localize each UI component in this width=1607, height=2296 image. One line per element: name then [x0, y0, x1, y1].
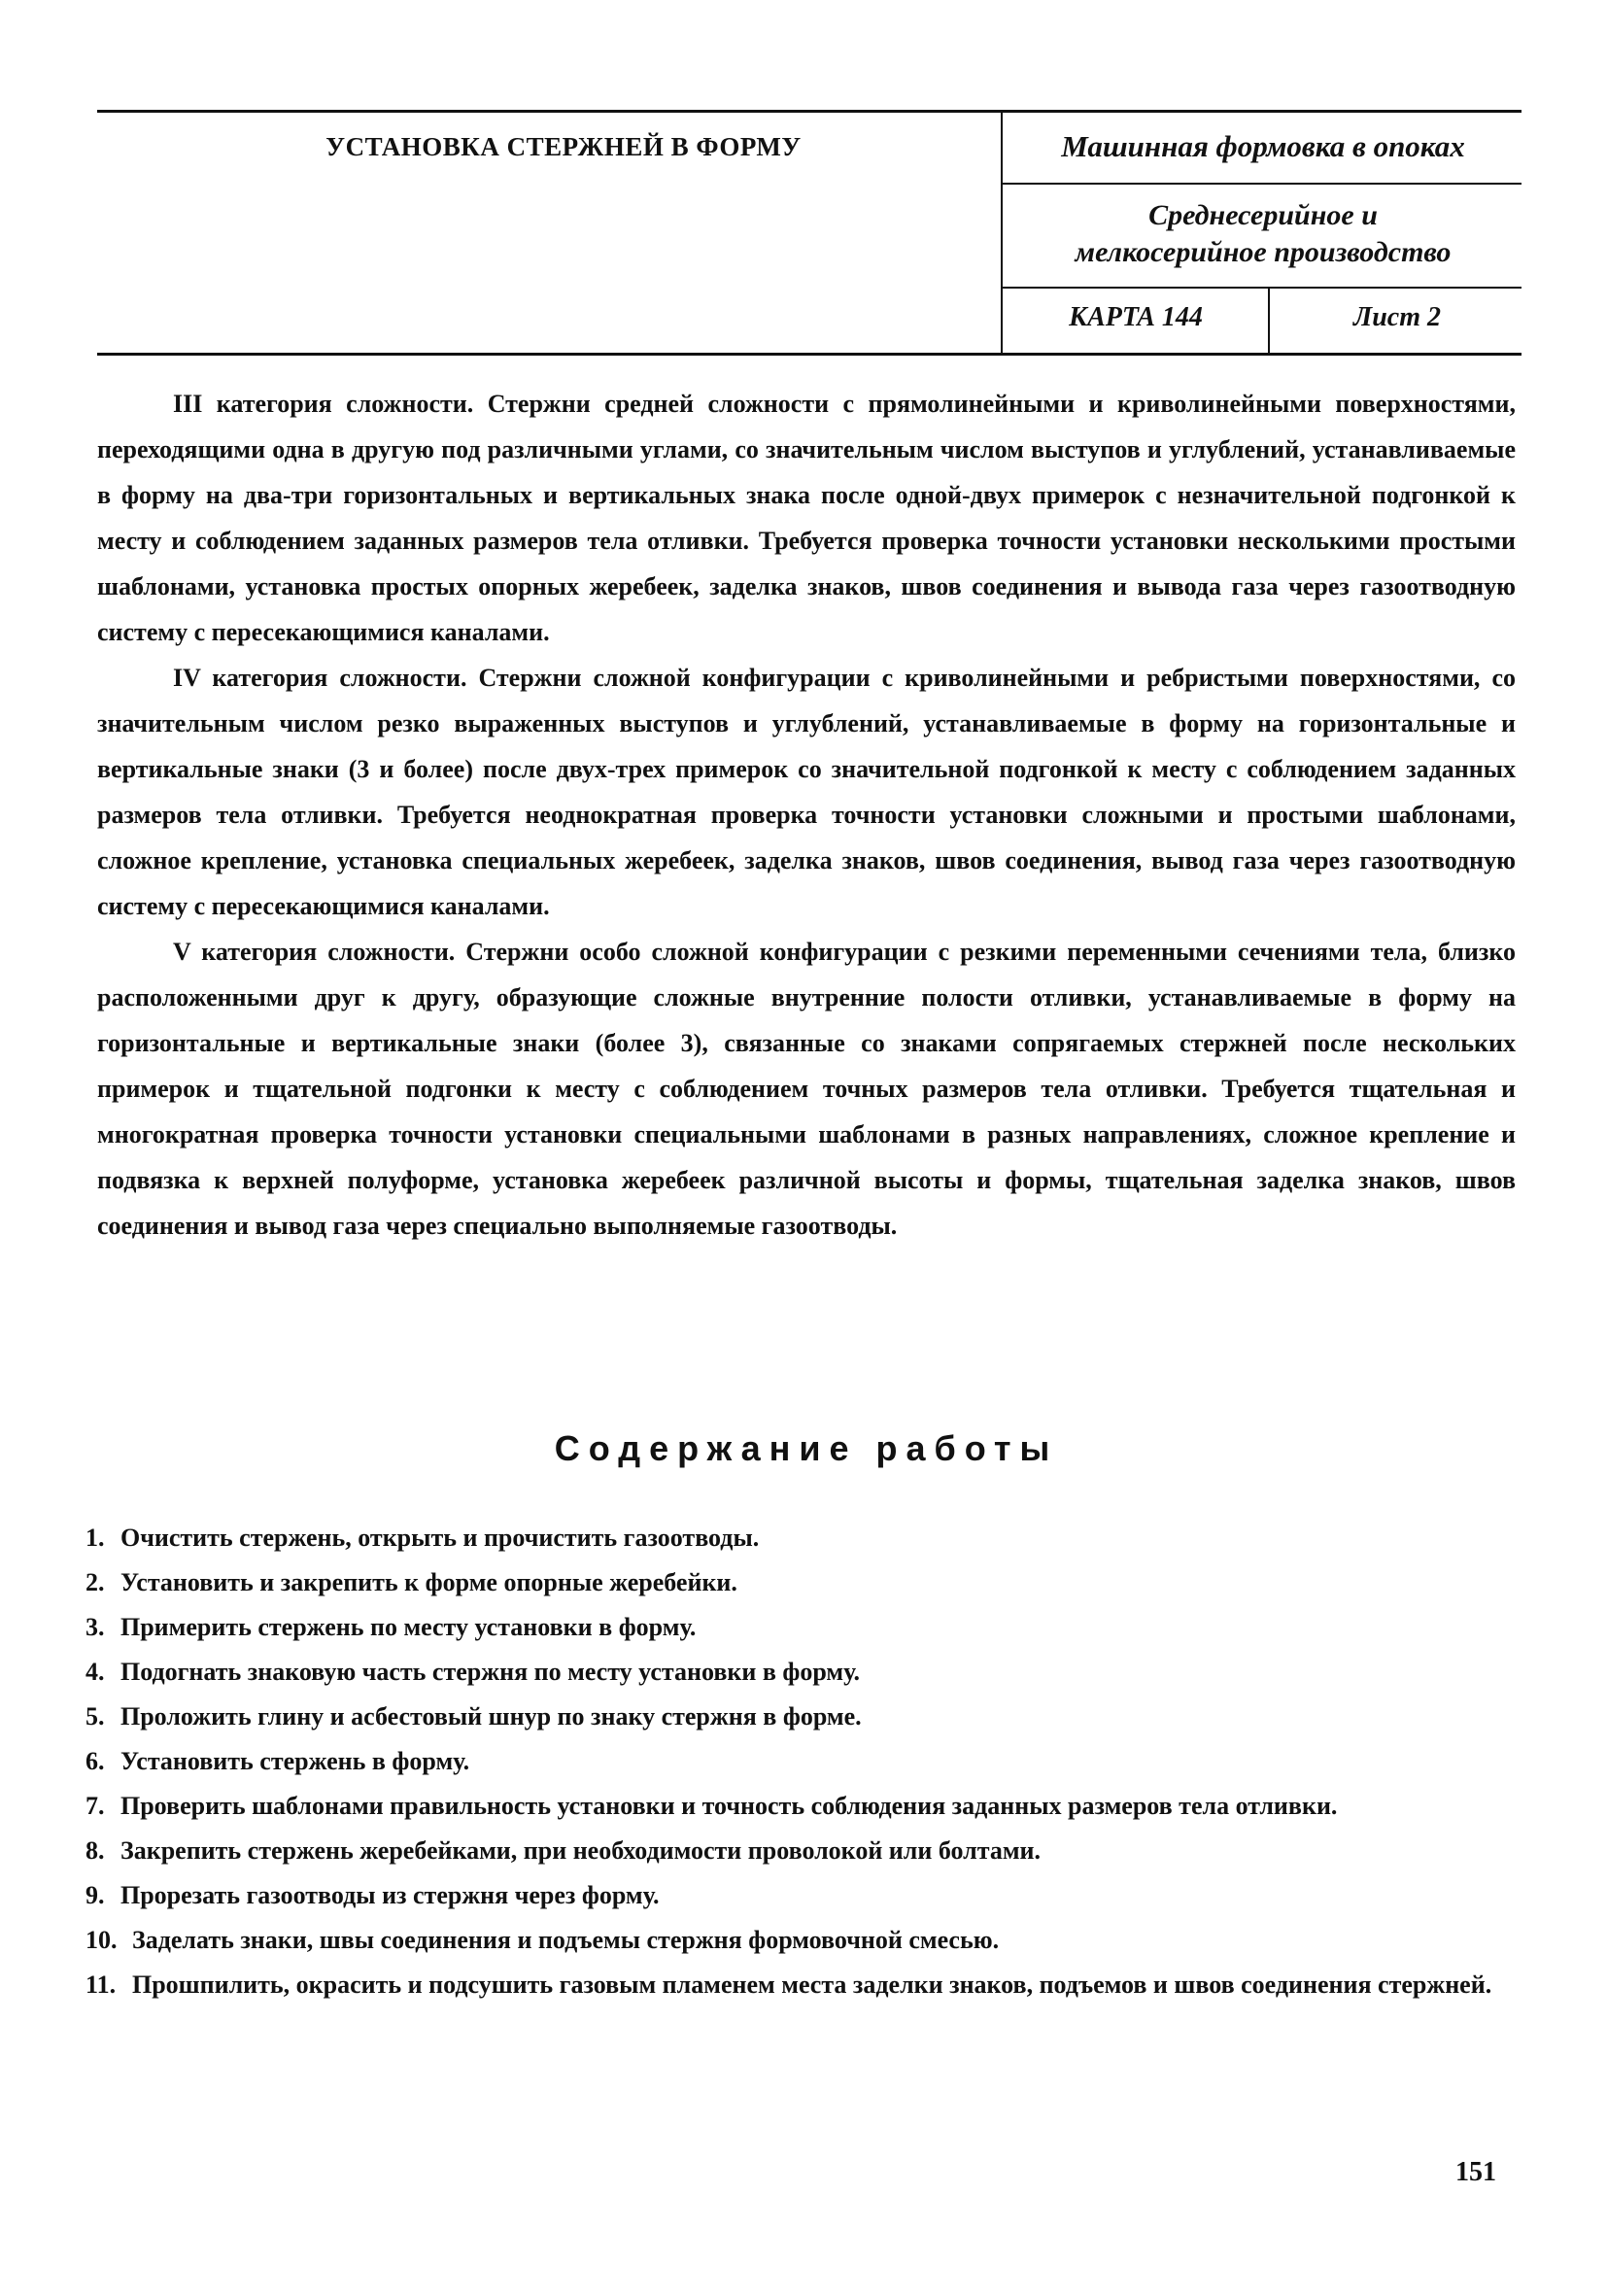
categories-text — [97, 381, 1516, 1249]
header-production-line-1: Среднесерийное и — [1148, 199, 1378, 231]
list-item — [85, 1829, 1514, 1873]
list-item-number: 2. — [85, 1568, 105, 1596]
category-5-paragraph: V категория сложности. Стержни особо сложной конфигурации с резкими переменными сечениями тела, близко расположенными друг к другу, образующие сложные внутренние полости отливки, устанавливаемые в форму на горизонтальные и вертикальные знаки (более 3), связанные со знаками сопрягаемых стержней после нескольких примерок и тщательной подгонки к месту с соблюдением точных размеров тела отливки. Требуется тщательная и многократная проверка точности установки специальными шаблонами в разных направлениях, сложное крепление и подвязка к верхней полуформе, установка жеребеек различной высоты и формы, тщательная заделка знаков, швов соединения и вывод газа через специально выполняемые газоотводы. — [97, 938, 1516, 1240]
list-item-number: 11. — [85, 1970, 117, 1999]
list-item-text: Проверить шаблонами правильность установки и точность соблюдения заданных размеров тела отливки. — [120, 1792, 1338, 1820]
list-item-number: 5. — [85, 1702, 105, 1731]
header-sheet-number: Лист 2 — [1353, 302, 1441, 332]
list-item-number: 1. — [85, 1524, 105, 1552]
list-item-number: 7. — [85, 1792, 105, 1820]
list-item — [85, 1963, 1514, 2007]
category-3-paragraph: III категория сложности. Стержни средней сложности с прямолинейными и криволинейными поверхностями, переходящими одна в другую под различными углами, со значительным числом выступов и углублений, устанавливаемые в форму на два-три горизонтальных и вертикальных знака после одной-двух примерок с незначительной подгонкой к месту и соблюдением заданных размеров тела отливки. Требуется проверка точности установки несколькими простыми шаблонами, установка простых опорных жеребеек, заделка знаков, швов соединения и вывода газа через газоотводную систему с пересекающимися каналами. — [97, 390, 1516, 646]
section-title: Содержание работы — [554, 1428, 1059, 1468]
page-number: 151 — [1455, 2157, 1496, 2187]
list-item-number: 4. — [85, 1658, 105, 1686]
list-item — [85, 1516, 1514, 1560]
header-method: Машинная формовка в опоках — [1061, 129, 1465, 163]
list-item — [85, 1739, 1514, 1784]
header-bottom-rule — [97, 353, 1522, 356]
header-top-rule — [97, 110, 1522, 113]
header-card-divider — [1268, 287, 1270, 353]
header-production-line-2: мелкосерийное производство — [1075, 236, 1452, 268]
list-item-text: Прошпилить, окрасить и подсушить газовым пламенем места заделки знаков, подъемов и швов соединения стержней. — [132, 1970, 1492, 1999]
list-item-text: Подогнать знаковую часть стержня по месту установки в форму. — [120, 1658, 861, 1686]
header-row-divider-2 — [1001, 287, 1522, 289]
header-row-divider-1 — [1001, 183, 1522, 185]
list-item — [85, 1605, 1514, 1650]
list-item-text: Закрепить стержень жеребейками, при необходимости проволокой или болтами. — [120, 1836, 1042, 1865]
list-item — [85, 1695, 1514, 1739]
list-item-number: 8. — [85, 1836, 105, 1865]
work-steps-list — [85, 1516, 1514, 2007]
category-4-paragraph: IV категория сложности. Стержни сложной конфигурации с криволинейными и ребристыми поверхностями, со значительным числом резко выраженных выступов и углублений, устанавливаемые в форму на горизонтальные и вертикальные знаки (3 и более) после двух-трех примерок со значительной подгонкой к месту с соблюдением заданных размеров тела отливки. Требуется неоднократная проверка точности установки сложными и простыми шаблонами, сложное крепление, установка специальных жеребеек, заделка знаков, швов соединения, вывод газа через газоотводную систему с пересекающимися каналами. — [97, 664, 1516, 920]
header-production — [1010, 197, 1516, 271]
list-item-text: Заделать знаки, швы соединения и подъемы стержня формовочной смесью. — [132, 1926, 1000, 1954]
list-item — [85, 1650, 1514, 1695]
list-item — [85, 1873, 1514, 1918]
list-item — [85, 1784, 1514, 1829]
list-item-number: 3. — [85, 1613, 105, 1641]
list-item — [85, 1918, 1514, 1963]
list-item-number: 9. — [85, 1881, 105, 1909]
list-item-text: Установить и закрепить к форме опорные жеребейки. — [120, 1568, 737, 1596]
list-item-text: Очистить стержень, открыть и прочистить газоотводы. — [120, 1524, 760, 1552]
list-item-number: 10. — [85, 1926, 118, 1954]
list-item-text: Проложить глину и асбестовый шнур по знаку стержня в форме. — [120, 1702, 862, 1731]
document-title: УСТАНОВКА СТЕРЖНЕЙ В ФОРМУ — [325, 132, 802, 161]
list-item-text: Примерить стержень по месту установки в форму. — [120, 1613, 697, 1641]
list-item-text: Установить стержень в форму. — [120, 1747, 470, 1775]
list-item-text: Прорезать газоотводы из стержня через форму. — [120, 1881, 660, 1909]
list-item-number: 6. — [85, 1747, 105, 1775]
header-column-divider — [1001, 110, 1003, 353]
header-card-number: КАРТА 144 — [1069, 302, 1203, 332]
list-item — [85, 1560, 1514, 1605]
